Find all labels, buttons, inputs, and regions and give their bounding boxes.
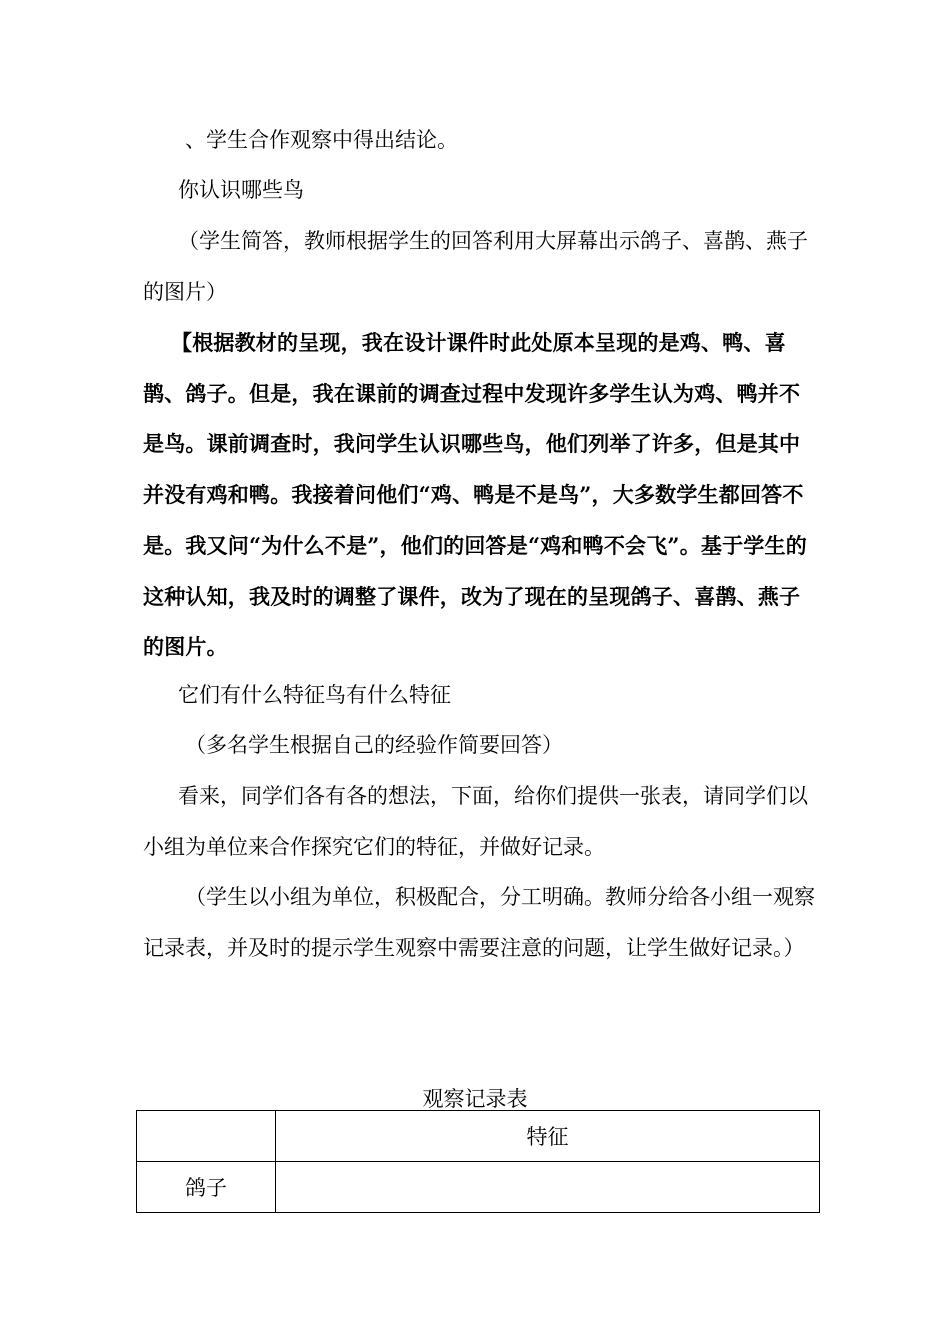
paragraph-conclusion: 、学生合作观察中得出结论。 [185,128,458,152]
paragraph-group-task: 看来，同学们各有各的想法，下面，给你们提供一张表，请同学们以小组为单位来合作探究它们的特征，并做好记录。 [143,784,808,859]
table-header-cell-empty [137,1111,276,1162]
paragraph-question-birds: 你认识哪些鸟 [178,178,304,202]
observation-record-table [136,1110,820,1213]
paragraph-students-reply: （多名学生根据自己的经验作简要回答） [185,733,563,757]
paragraph-student-answer: （学生简答，教师根据学生的回答利用大屏幕出示鸽子、喜鹊、燕子的图片） [143,229,808,304]
paragraph-group-work: （学生以小组为单位，积极配合，分工明确。教师分给各小组一观察记录表，并及时的提示学生观察中需要注意的问题，让学生做好记录。） [143,885,815,960]
table-cell-bird-name: 鸽子 [137,1162,276,1213]
table-header-cell-feature: 特征 [276,1111,820,1162]
table-cell-feature-value [276,1162,820,1213]
table-title: 观察记录表 [422,1087,528,1111]
paragraph-design-note: 【根据教材的呈现，我在设计课件时此处原本呈现的是鸡、鸭、喜鹊、鸽子。但是，我在课前的调查过程中发现许多学生认为鸡、鸭并不是鸟。课前调查时，我问学生认识哪些鸟，他们列举了许多，但是其中并没有鸡和鸭。我接着问他们“鸡、鸭是不是鸟”，大多数学生都回答不是。我又问“为什么不是”，他们的回答是“鸡和鸭不会飞”。基于学生的这种认知，我及时的调整了课件，改为了现在的呈现鸽子、喜鹊、燕子的图片。 [143,330,807,660]
paragraph-features-question: 它们有什么特征鸟有什么特征 [178,683,451,707]
table-header-row [137,1111,820,1162]
table-row [137,1162,820,1213]
